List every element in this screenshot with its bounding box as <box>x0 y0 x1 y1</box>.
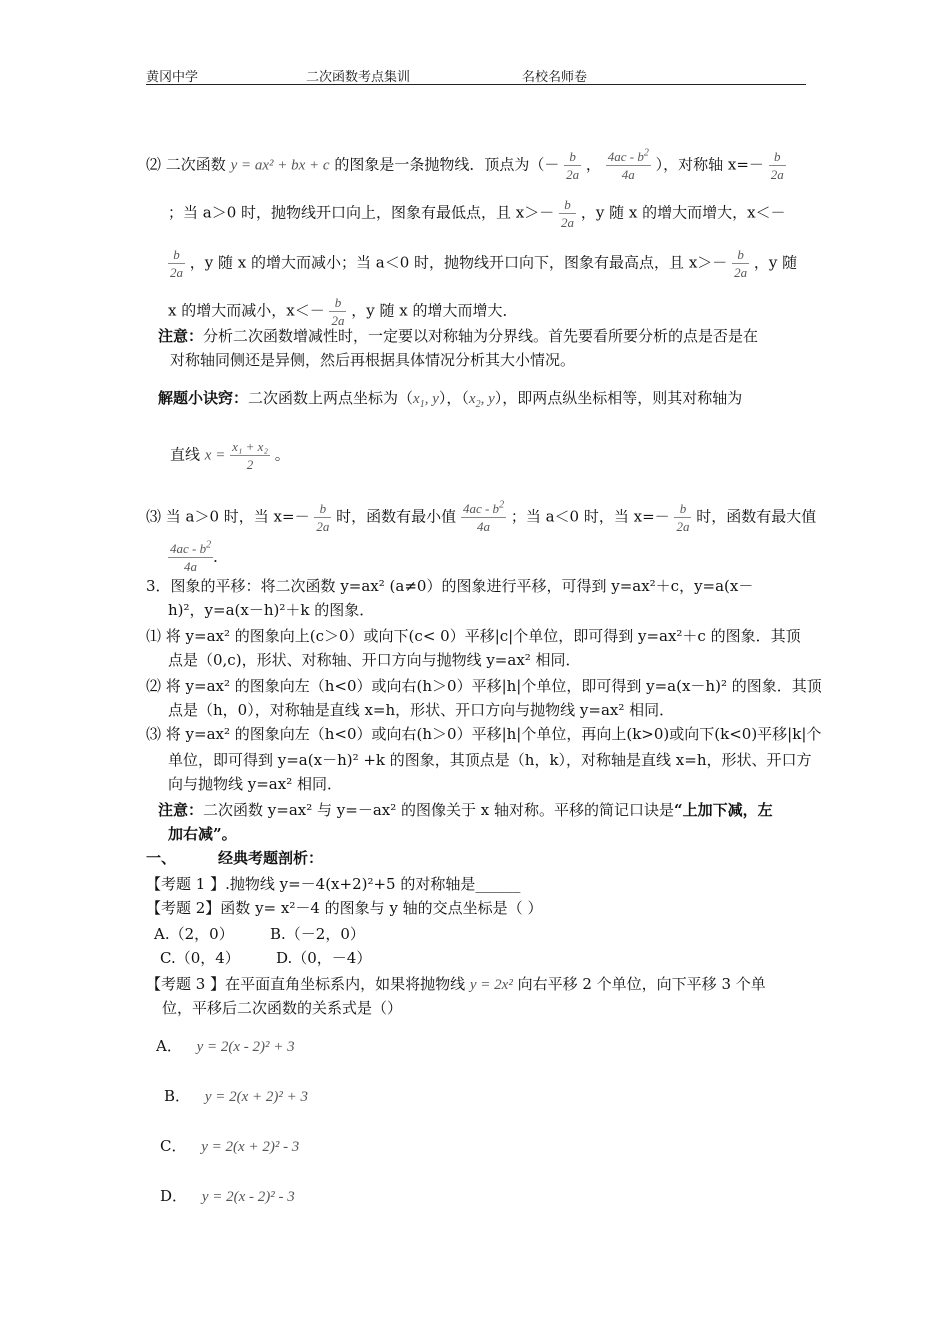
question-2-option-b: B.（－2，0） <box>270 925 365 943</box>
sec3-sub1-line2: 点是（0,c)，形状、对称轴、开口方向与抛物线 y=ax² 相同． <box>168 651 581 669</box>
note2-line2: 加右减”。 <box>168 825 237 843</box>
question-3-line1: 【考题 3 】在平面直角坐标系内，如果将抛物线 y = 2x² 向右平移 2 个单位，向下平移 3 个单 <box>146 975 766 993</box>
page-header <box>146 66 806 85</box>
header-tagline: 名校名师卷 <box>522 70 588 85</box>
para3-line1: ⑶ 当 a＞0 时，当 x=－ $\frac{b}{2a}$ 时，函数有最小值 $\frac{4ac - b^2}{4a}$ ；当 a＜0 时，当 x=－ $\frac{b}{2a}$ 时，函数有最大值 <box>146 499 817 534</box>
sec3-sub1-line1: ⑴ 将 y=ax² 的图象向上(c＞0）或向下(c< 0）平移|c|个单位，即可得到 y=ax²＋c 的图象．其顶 <box>146 627 801 645</box>
tip-line1: 解题小诀窍：二次函数上两点坐标为（$x_1$, y），（$x_2$, y），即两点纵坐标相等，则其对称轴为 <box>158 389 743 410</box>
sec3-sub3-line2: 单位，即可得到 y=a(x－h)² +k 的图象，其顶点是（h，k），对称轴是直线 x=h，形状、开口方 <box>168 751 812 769</box>
fraction-axis: $\frac{\text{x₁ + x₂}}{2}$ <box>232 439 268 472</box>
question-2: 【考题 2】函数 y= x²－4 的图象与 y 轴的交点坐标是（ ） <box>146 899 543 917</box>
point1: $x_1$, y <box>413 391 439 410</box>
note-label: 注意： <box>158 327 204 345</box>
q3-option-b: B． y = 2(x + 2)² + 3 <box>164 1087 308 1105</box>
header-title: 二次函数考点集训 <box>306 70 411 85</box>
para2-line4: x 的增大而减小，x＜－ $\frac{b}{2a}$ ，y 随 x 的增大而增大． <box>168 295 518 328</box>
para2-line3: $\frac{b}{2a}$ ，y 随 x 的增大而减小；当 a＜0 时，抛物线开口向下，图象有最高点，且 x＞－ $\frac{b}{2a}$ ，y 随 <box>170 247 798 280</box>
fraction-b-2a: $\frac{b}{2a}$ <box>676 501 690 534</box>
note1-line1: 注意：分析二次函数增减性时，一定要以对称轴为分界线。首先要看所要分析的点是否是在 <box>158 327 759 345</box>
fraction-min-value: $\frac{4ac - b^2}{4a}$ <box>462 499 505 534</box>
question-2-option-d: D.（0，－4） <box>276 949 372 967</box>
question-2-option-a: A.（2，0） <box>154 925 234 943</box>
fraction-b-2a: $\frac{b}{2a}$ <box>734 247 748 280</box>
para2-line2: ；当 a＞0 时，抛物线开口向上，图象有最低点，且 x＞－ $\frac{b}{2a}$ ，y 随 x 的增大而增大，x＜－ <box>168 197 786 230</box>
q3-option-a: A． y = 2(x - 2)² + 3 <box>156 1037 295 1055</box>
fraction-vertex-y: $\frac{4ac - b^2}{4a}$ <box>607 147 649 182</box>
fraction-b-2a: $\frac{b}{2a}$ <box>331 295 345 328</box>
sec3-sub3-line3: 向与抛物线 y=ax² 相同． <box>168 775 342 793</box>
sec3-sub3-line1: ⑶ 将 y=ax² 的图象向左（h<0）或向右(h＞0）平移|h|个单位，再向上(k>0)或向下(k<0)平移|k|个 <box>146 725 822 743</box>
section-title: 一、 经典考题剖析： <box>146 849 324 867</box>
note-label: 注意： <box>158 801 204 819</box>
q3-option-d: D． y = 2(x - 2)² - 3 <box>160 1187 295 1205</box>
fraction-max-value: $\frac{4ac - b^2}{4a}$ <box>170 539 212 574</box>
fraction-b-2a: $\frac{b}{2a}$ <box>566 149 580 182</box>
sec3-sub2-line1: ⑵ 将 y=ax² 的图象向左（h<0）或向右(h＞0）平移|h|个单位，即可得到 y=a(x－h)² 的图象．其顶 <box>146 677 822 695</box>
sec3-sub2-line2: 点是（h，0），对称轴是直线 x=h，形状、开口方向与抛物线 y=ax² 相同． <box>168 701 675 719</box>
para3-line2: $\frac{4ac - b^2}{4a}$ ． <box>170 539 229 574</box>
formula-2x2: y = 2x² <box>469 977 513 993</box>
fraction-b-2a: $\frac{b}{2a}$ <box>170 247 183 280</box>
sec3-line1: 3．图象的平移：将二次函数 y=ax² (a≠0）的图象进行平移，可得到 y=ax²＋c，y=a(x－ <box>146 577 754 595</box>
tip-line2: 直线 x = $\frac{\text{x₁ + x₂}}{2}$ 。 <box>170 439 290 472</box>
fraction-b-2a: $\frac{b}{2a}$ <box>316 501 330 534</box>
formula-quadratic: y = ax² + bx + c <box>230 157 330 174</box>
header-school: 黄冈中学 <box>146 70 199 85</box>
point2: $x_2$, y <box>468 391 495 410</box>
q3-option-c: C． y = 2(x + 2)² - 3 <box>160 1137 300 1155</box>
question-2-option-c: C.（0，4） <box>160 949 240 967</box>
fraction-b-2a: $\frac{b}{2a}$ <box>770 149 784 182</box>
tip-label: 解题小诀窍： <box>158 389 249 407</box>
sec3-line2: h)²，y=a(x－h)²＋k 的图象． <box>168 601 375 619</box>
note1-line2: 对称轴同侧还是异侧，然后再根据具体情况分析其大小情况。 <box>170 351 576 369</box>
question-3-line2: 位，平移后二次函数的关系式是（） <box>162 999 403 1017</box>
note2-line1: 注意：二次函数 y=ax² 与 y=－ax² 的图像关于 x 轴对称。平移的简记口诀是“上加下减，左 <box>158 801 773 819</box>
question-1: 【考题 1 】.抛物线 y=－4(x+2)²+5 的对称轴是______ <box>146 875 521 893</box>
fraction-b-2a: $\frac{b}{2a}$ <box>561 197 575 230</box>
para2-line1: ⑵ 二次函数 y = ax² + bx + c 的图象是一条抛物线．顶点为（－ $\frac{b}{2a}$ ， $\frac{4ac - b^2}{4a}$ ），对称轴 x=－ $\frac{b}{2a}$ <box>146 147 784 182</box>
